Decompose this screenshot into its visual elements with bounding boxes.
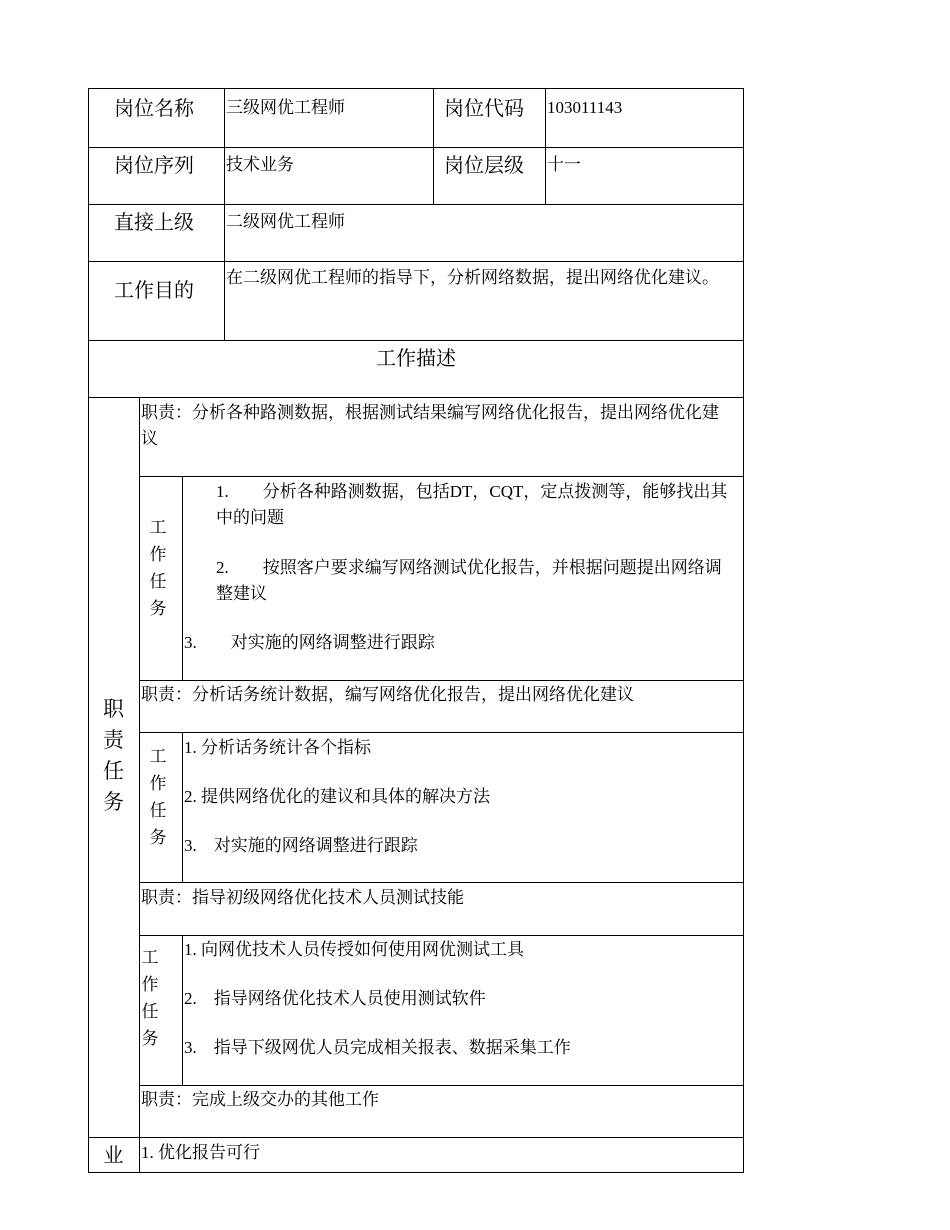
task-vertical-label <box>140 743 176 851</box>
row-divider <box>139 732 744 733</box>
task-vertical-label <box>140 514 176 622</box>
col-divider <box>182 732 183 882</box>
duty-1-task-3: 3. 对实施的网络调整进行跟踪 <box>184 633 435 652</box>
duty-3-task-3: 3. 指导下级网优人员完成相关报表、数据采集工作 <box>184 1038 571 1057</box>
post-code-label: 岗位代码 <box>444 98 524 120</box>
row-divider <box>139 476 744 477</box>
label-char: 任 <box>141 1002 159 1021</box>
label-char: 务 <box>103 790 124 814</box>
label-char: 作 <box>149 545 167 564</box>
row-divider <box>88 204 744 205</box>
duty-2-task-1: 1. 分析话务统计各个指标 <box>184 738 371 757</box>
label-char: 务 <box>149 599 167 618</box>
duty-2-task-3: 3. 对实施的网络调整进行跟踪 <box>184 836 418 855</box>
post-seq-label: 岗位序列 <box>114 155 194 177</box>
duty-1: 职责：分析各种路测数据，根据测试结果编写网络优化报告，提出网络优化建议 <box>141 403 719 448</box>
row-divider <box>88 147 744 148</box>
label-char: 工 <box>141 948 159 967</box>
label-char: 工 <box>149 518 167 537</box>
duty-4: 职责：完成上级交办的其他工作 <box>141 1090 379 1109</box>
label-char: 职 <box>103 697 124 721</box>
post-level-label: 岗位层级 <box>444 155 524 177</box>
task-vertical-label <box>140 944 160 1052</box>
duties-vertical-label <box>88 694 139 818</box>
label-char: 务 <box>149 828 167 847</box>
post-code-value: 103011143 <box>547 98 623 117</box>
label-char: 责 <box>103 728 124 752</box>
description-title: 工作描述 <box>376 348 456 370</box>
label-char: 务 <box>141 1029 159 1048</box>
row-divider <box>139 680 744 681</box>
post-level-value: 十一 <box>547 155 581 174</box>
col-divider <box>224 88 225 340</box>
label-char: 作 <box>149 774 167 793</box>
purpose-value: 在二级网优工程师的指导下，分析网络数据，提出网络优化建议。 <box>226 268 719 287</box>
row-divider <box>88 1137 744 1138</box>
duty-2-task-2: 2. 提供网络优化的建议和具体的解决方法 <box>184 787 490 806</box>
row-divider <box>139 935 744 936</box>
duty-3-task-1: 1. 向网优技术人员传授如何使用网优测试工具 <box>184 940 524 959</box>
label-char: 工 <box>149 747 167 766</box>
row-divider <box>139 882 744 883</box>
col-divider <box>182 476 183 680</box>
post-name-value: 三级网优工程师 <box>226 98 345 117</box>
duty-3: 职责：指导初级网络优化技术人员测试技能 <box>141 888 464 907</box>
label-char: 任 <box>149 801 167 820</box>
performance-label: 业 <box>103 1145 124 1167</box>
purpose-label: 工作目的 <box>114 280 194 302</box>
col-divider <box>182 935 183 1085</box>
duty-3-task-2: 2. 指导网络优化技术人员使用测试软件 <box>184 989 486 1008</box>
row-divider <box>88 397 744 398</box>
col-divider <box>545 88 546 204</box>
superior-label: 直接上级 <box>114 212 194 234</box>
post-seq-value: 技术业务 <box>226 155 294 174</box>
label-char: 任 <box>103 759 124 783</box>
label-char: 作 <box>141 975 159 994</box>
duty-2: 职责：分析话务统计数据，编写网络优化报告，提出网络优化建议 <box>141 685 634 704</box>
superior-value: 二级网优工程师 <box>226 212 345 231</box>
row-divider <box>88 261 744 262</box>
performance-item-1: 1. 优化报告可行 <box>141 1143 260 1162</box>
duty-1-task-1: 1. 分析各种路测数据，包括DT，CQT，定点拨测等，能够找出其中的问题 <box>216 482 728 527</box>
label-char: 任 <box>149 572 167 591</box>
duty-1-task-2: 2. 按照客户要求编写网络测试优化报告，并根据问题提出网络调整建议 <box>216 558 722 603</box>
col-divider <box>433 88 434 204</box>
row-divider <box>139 1085 744 1086</box>
row-divider <box>88 340 744 341</box>
post-name-label: 岗位名称 <box>114 98 194 120</box>
